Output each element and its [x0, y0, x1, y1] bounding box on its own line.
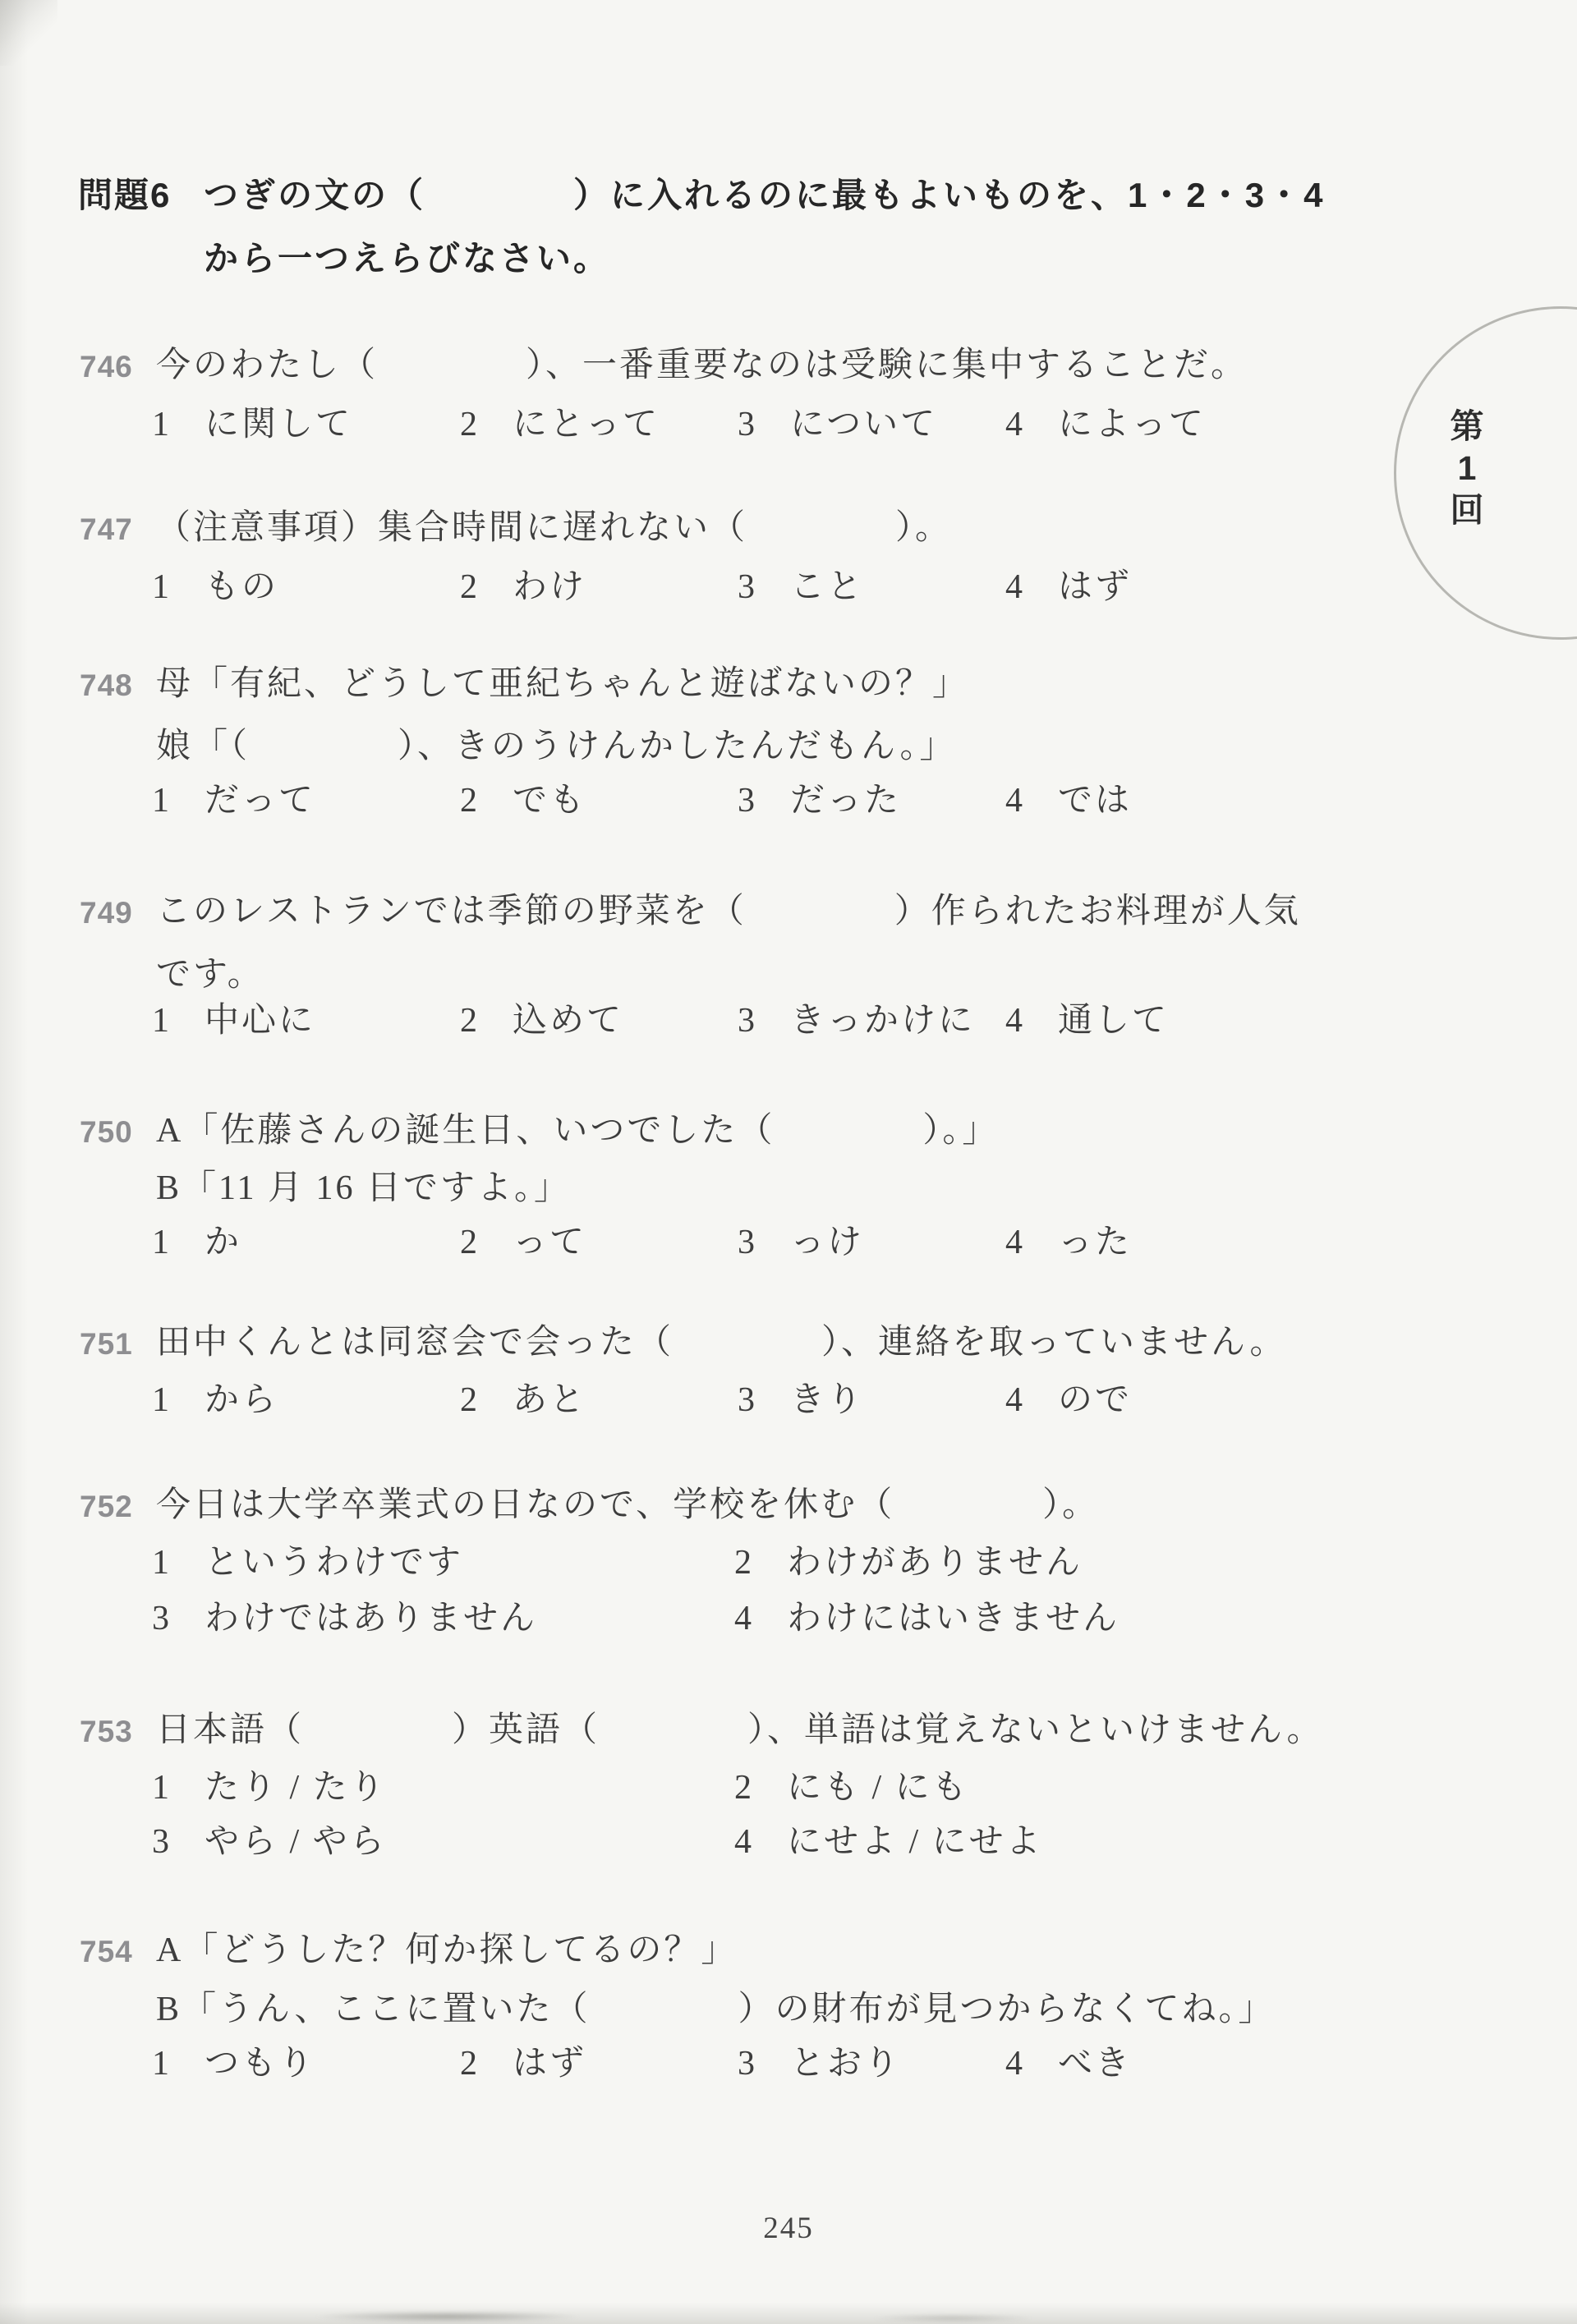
option-label: ので	[1058, 1381, 1133, 1419]
option-number: 2	[734, 1769, 752, 1807]
option	[152, 1598, 537, 1639]
option-label: つもり	[205, 2045, 316, 2083]
option	[460, 567, 586, 608]
question-number: 751	[80, 1327, 133, 1361]
option	[152, 1222, 241, 1263]
tab-char-2: 1	[1457, 449, 1477, 488]
option	[152, 1767, 387, 1808]
option-number: 3	[738, 782, 755, 820]
option-number: 4	[1005, 1224, 1023, 1261]
option-label: きり	[790, 1381, 865, 1419]
instruction-line-2: から一つえらびなさい。	[204, 239, 611, 278]
option-number: 3	[738, 1224, 755, 1261]
question-text: B「11 月 16 日ですよ。」	[156, 1169, 571, 1207]
option	[738, 567, 864, 608]
option-number: 1	[152, 2045, 169, 2083]
option-label: にとって	[513, 406, 660, 443]
option	[738, 1380, 864, 1421]
option-label: きっかけに	[790, 1002, 976, 1040]
option	[152, 1542, 463, 1583]
question-number: 753	[80, 1715, 133, 1748]
scan-smudge	[312, 2311, 583, 2322]
option	[460, 1380, 586, 1421]
option-number: 1	[152, 1769, 169, 1807]
option-label: っけ	[790, 1224, 865, 1261]
option	[460, 1000, 623, 1041]
option-number: 3	[738, 406, 755, 443]
option	[1005, 1222, 1132, 1263]
option-number: 4	[1005, 568, 1023, 606]
option-number: 3	[738, 1381, 755, 1419]
option-label: に関して	[205, 406, 353, 443]
option	[460, 2043, 586, 2084]
option-label: にせよ / にせよ	[787, 1823, 1043, 1861]
option-label: わけにはいきません	[787, 1600, 1120, 1637]
question-text: です。	[156, 956, 264, 994]
option-label: って	[513, 1224, 587, 1261]
option-label: では	[1058, 782, 1133, 820]
question-text: 田中くんとは同窓会で会った（ ）、連絡を取っていません。	[156, 1324, 1287, 1362]
question-text: 母「有紀、どうして亜紀ちゃんと遊ばないの？」	[156, 665, 970, 703]
option-label: わけではありません	[205, 1600, 538, 1637]
option	[460, 780, 586, 821]
option-number: 3	[152, 1823, 169, 1861]
option	[460, 404, 660, 445]
option-label: にも / にも	[787, 1769, 969, 1807]
question-text: B「うん、ここに置いた（ ）の財布が見つからなくてね。」	[156, 1991, 1276, 2028]
option-label: はず	[1058, 568, 1133, 606]
question-text: （注意事項）集合時間に遅れない（ ）。	[156, 509, 953, 547]
option-label: から	[205, 1381, 279, 1419]
option-label: たり / たり	[205, 1769, 387, 1807]
option-number: 1	[152, 406, 169, 443]
option	[152, 1821, 387, 1862]
option-number: 3	[738, 1002, 755, 1040]
option	[1005, 2043, 1132, 2084]
question-text: 今のわたし（ ）、一番重要なのは受験に集中することだ。	[156, 347, 1248, 384]
option	[152, 780, 315, 821]
option-label: もの	[205, 568, 279, 606]
question-text: 今日は大学卒業式の日なので、学校を休む（ ）。	[156, 1486, 1100, 1524]
option-number: 2	[460, 2045, 477, 2083]
option-label: だって	[205, 782, 316, 820]
question-text: 娘「（ ）、きのうけんかしたんだもん。」	[156, 728, 957, 765]
instruction-line-1: つぎの文の（ ）に入れるのに最もよいものを、1・2・3・4	[204, 176, 1326, 214]
option-number: 4	[734, 1823, 752, 1861]
option-number: 1	[152, 568, 169, 606]
option-label: について	[790, 406, 938, 443]
question-number: 749	[80, 896, 133, 930]
round-tab-label	[1442, 408, 1492, 529]
option-label: べき	[1058, 2045, 1133, 2083]
option	[152, 1000, 315, 1041]
scan-corner-shadow	[0, 0, 57, 66]
option-label: というわけです	[205, 1544, 464, 1582]
option	[738, 2043, 901, 2084]
option	[738, 1222, 864, 1263]
problem-number-label: 問題6	[78, 176, 172, 214]
option	[738, 780, 901, 821]
option-label: か	[205, 1224, 242, 1261]
option-label: 通して	[1058, 1002, 1170, 1040]
option-label: によって	[1058, 406, 1207, 443]
tab-char-3: 回	[1450, 491, 1484, 530]
option-label: った	[1058, 1224, 1133, 1261]
option-label: はず	[513, 2045, 587, 2083]
option-label: わけ	[513, 568, 587, 606]
option-number: 1	[152, 1002, 169, 1040]
question-number: 746	[80, 350, 133, 384]
question-number: 754	[80, 1935, 133, 1968]
option-number: 2	[460, 1381, 477, 1419]
option-number: 4	[1005, 1381, 1023, 1419]
tab-char-1: 第	[1450, 407, 1484, 445]
option	[152, 1380, 278, 1421]
option-number: 2	[460, 568, 477, 606]
question-text: 日本語（ ）英語（ ）、単語は覚えないといけません。	[156, 1711, 1324, 1749]
option	[152, 404, 352, 445]
question-number: 750	[80, 1115, 133, 1149]
option-label: とおり	[790, 2045, 902, 2083]
option	[738, 404, 937, 445]
option	[738, 1000, 975, 1041]
option-number: 4	[1005, 1002, 1023, 1040]
option	[734, 1821, 1043, 1862]
option-number: 4	[1005, 406, 1023, 443]
option-label: やら / やら	[205, 1823, 387, 1861]
option	[734, 1542, 1083, 1583]
question-text: このレストランでは季節の野菜を（ ）作られたお料理が人気	[156, 893, 1301, 930]
option-number: 1	[152, 1544, 169, 1582]
option-label: でも	[513, 782, 587, 820]
option	[734, 1767, 969, 1808]
question-text: A「どうした？何か探してるの？」	[156, 1931, 738, 1969]
page-number: 245	[763, 2211, 814, 2245]
option-number: 1	[152, 1224, 169, 1261]
option	[1005, 404, 1206, 445]
option	[460, 1222, 586, 1263]
option-label: あと	[513, 1381, 587, 1419]
option-label: 中心に	[205, 1002, 316, 1040]
option-number: 3	[152, 1600, 169, 1637]
option	[1005, 567, 1132, 608]
option-number: 3	[738, 2045, 755, 2083]
option-number: 2	[460, 1224, 477, 1261]
option-label: わけがありません	[787, 1544, 1083, 1582]
scan-left-edge-shadow	[0, 0, 28, 2324]
option-label: だった	[790, 782, 902, 820]
option-number: 4	[1005, 2045, 1023, 2083]
option-number: 2	[460, 782, 477, 820]
option-number: 1	[152, 782, 169, 820]
option-number: 2	[734, 1544, 752, 1582]
question-number: 748	[80, 668, 133, 702]
option	[1005, 780, 1132, 821]
option	[152, 2043, 315, 2084]
option	[1005, 1000, 1169, 1041]
option	[1005, 1380, 1132, 1421]
option	[152, 567, 278, 608]
option-number: 4	[734, 1600, 752, 1637]
option-number: 2	[460, 1002, 477, 1040]
option-number: 1	[152, 1381, 169, 1419]
option	[734, 1598, 1120, 1639]
option-label: 込めて	[513, 1002, 624, 1040]
scan-bottom-edge	[0, 2303, 1577, 2324]
question-text: A「佐藤さんの誕生日、いつでした（ ）。」	[156, 1112, 1000, 1150]
scan-smudge	[871, 2314, 1035, 2322]
question-number: 747	[80, 512, 133, 546]
question-number: 752	[80, 1490, 133, 1523]
option-number: 3	[738, 568, 755, 606]
option-number: 2	[460, 406, 477, 443]
option-label: こと	[790, 568, 865, 606]
option-number: 4	[1005, 782, 1023, 820]
